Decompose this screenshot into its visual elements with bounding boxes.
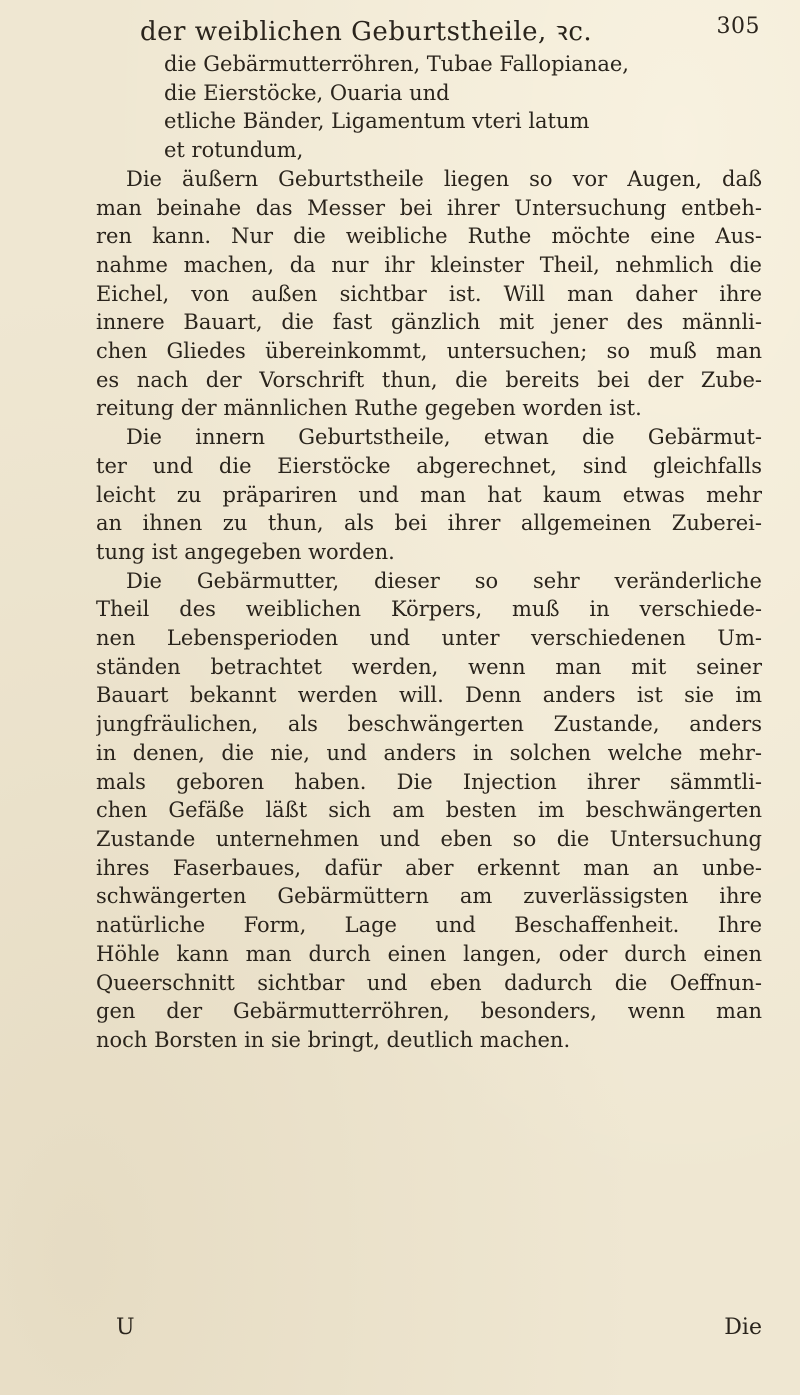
text-line: ter und die Eierstöcke abgerechnet, sind gleichfalls	[96, 453, 762, 478]
text-line: natürliche Form, Lage und Beschaffenheit. Ihre	[96, 913, 762, 938]
text-line: mals geboren haben. Die Injection ihrer sämmtli-	[96, 769, 762, 794]
text-line: leicht zu präpariren und man hat kaum etwas mehr	[96, 482, 762, 507]
text-line: es nach der Vorschrift thun, die bereits bei der Zube-	[96, 367, 762, 392]
text-line: gen der Gebärmutterröhren, besonders, wenn man	[96, 999, 762, 1024]
text-line: Eichel, von außen sichtbar ist. Will man daher ihre	[96, 281, 762, 306]
text-line: Queerschnitt sichtbar und eben dadurch die Oeffnun-	[96, 970, 762, 995]
text-line: nahme machen, da nur ihr kleinster Theil, nehmlich die	[96, 252, 762, 277]
text-line: ihres Faserbaues, dafür aber erkennt man an unbe-	[96, 855, 762, 880]
catchword: Die	[724, 1315, 762, 1340]
text-line: Die innern Geburtstheile, etwan die Gebärmut-	[126, 425, 762, 450]
text-line: an ihnen zu thun, als bei ihrer allgemeinen Zuberei-	[96, 511, 762, 536]
text-line: etliche Bänder, Ligamentum vteri latum	[164, 109, 590, 134]
text-line: Die Gebärmutter, dieser so sehr veränderliche	[126, 568, 762, 593]
text-line: die Gebärmutterröhren, Tubae Fallopianae,	[164, 52, 629, 76]
text-line: innere Bauart, die fast gänzlich mit jener des männli-	[96, 310, 762, 335]
text-line: noch Borsten in sie bringt, deutlich machen.	[96, 1027, 571, 1052]
text-line: man beinahe das Messer bei ihrer Untersuchung entbeh-	[96, 195, 762, 220]
text-line: ren kann. Nur die weibliche Ruthe möchte eine Aus-	[96, 224, 762, 249]
text-line: et rotundum,	[164, 138, 304, 163]
text-line: die Eierstöcke, Ouaria und	[164, 80, 450, 105]
catchline	[96, 1315, 762, 1345]
text-line: ständen betrachtet werden, wenn man mit seiner	[96, 654, 762, 679]
text-line: Zustande unternehmen und eben so die Untersuchung	[96, 826, 762, 851]
text-line: Höhle kann man durch einen langen, oder durch einen	[96, 941, 762, 966]
text-line: chen Gliedes übereinkommt, untersuchen; so muß man	[96, 339, 762, 364]
text-line: Die äußern Geburtstheile liegen so vor Augen, daß	[126, 166, 762, 191]
running-head	[140, 12, 760, 47]
text-line: tung ist angegeben worden.	[96, 539, 395, 564]
body-text	[96, 50, 762, 1055]
text-line: reitung der männlichen Ruthe gegeben worden ist.	[96, 396, 642, 421]
text-line: nen Lebensperioden und unter verschiedenen Um-	[96, 626, 762, 651]
page-number: 305	[716, 14, 760, 39]
text-line: Theil des weiblichen Körpers, muß in verschiede-	[96, 597, 762, 622]
text-line: schwängerten Gebärmüttern am zuverlässigsten ihre	[96, 884, 762, 909]
text-line: in denen, die nie, und anders in solchen welche mehr-	[96, 740, 762, 765]
text-line: jungfräulichen, als beschwängerten Zustande, anders	[96, 712, 762, 737]
text-line: chen Gefäße läßt sich am besten im beschwängerten	[96, 798, 762, 823]
signature-mark: U	[116, 1315, 135, 1340]
running-head-title: der weiblichen Geburtstheile, ꝛc.	[140, 17, 593, 47]
text-line: Bauart bekannt werden will. Denn anders ist sie im	[96, 683, 762, 708]
